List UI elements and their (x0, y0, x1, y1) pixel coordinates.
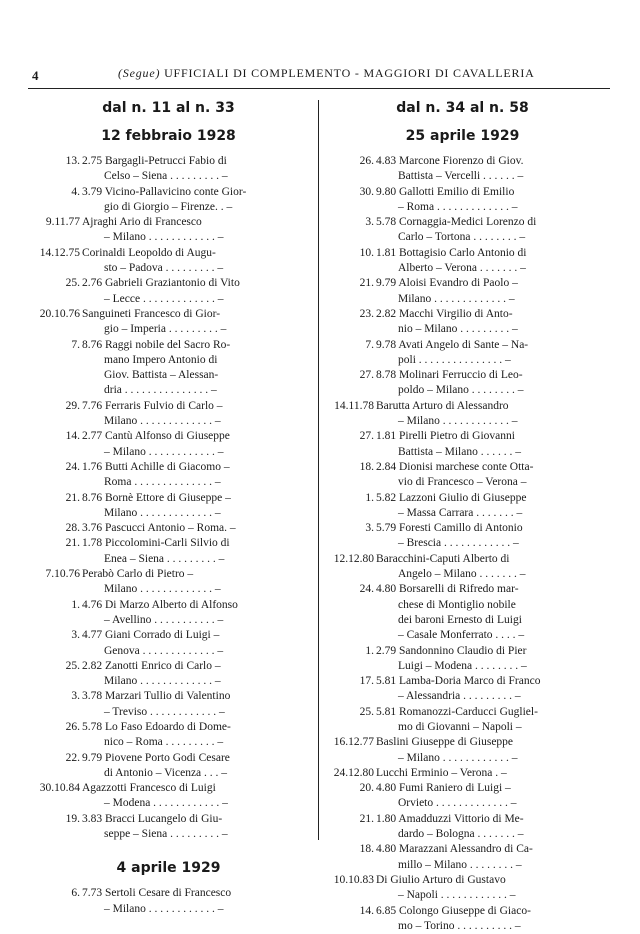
entry-body (82, 521, 301, 536)
entry-line: Battista – Vercelli . . . . . . – (398, 170, 524, 183)
officer-entry (36, 720, 301, 751)
officer-entry (330, 582, 595, 643)
entry-number: 1. (365, 491, 374, 504)
entry-number: 18. (359, 460, 374, 473)
header-title: UFFICIALI DI COMPLEMENTO - MAGGIORI DI CAVALLERIA (164, 66, 535, 80)
entry-line: 4.77 Giani Corrado di Luigi – (82, 629, 220, 642)
left-sections (36, 128, 301, 917)
entry-line: Angelo – Milano . . . . . . . – (398, 568, 526, 581)
officer-entry (330, 491, 595, 522)
officer-entry (36, 521, 301, 536)
entry-line: mano Impero Antonio di (104, 353, 218, 366)
entry-number: 21. (359, 812, 374, 825)
entry-number: 7.10.76 (45, 568, 80, 581)
entry-body (376, 491, 595, 522)
entry-line: 3.83 Bracci Lucangelo di Giu- (82, 812, 223, 825)
entry-line: 5.81 Lamba-Doria Marco di Franco (376, 675, 541, 688)
officer-entry (36, 276, 301, 307)
entry-line: 2.76 Gabrieli Graziantonio di Vito (82, 277, 240, 290)
entry-body (82, 246, 301, 277)
officer-entry (36, 307, 301, 338)
entry-line: 4.80 Borsarelli di Rifredo mar- (376, 583, 519, 596)
entry-line: 4.83 Marcone Fiorenzo di Giov. (376, 155, 524, 167)
officer-entry (330, 552, 595, 583)
entry-body (376, 582, 595, 643)
entry-line: 1.78 Piccolomini-Carli Silvio di (82, 537, 230, 550)
entry-number: 3. (71, 690, 80, 703)
entry-line: Baslini Giuseppe di Giuseppe (376, 736, 514, 749)
officer-entry (36, 812, 301, 843)
entry-number: 10.10.83 (333, 873, 374, 886)
entry-number: 21. (65, 491, 80, 504)
entry-line: 8.78 Molinari Ferruccio di Leo- (376, 369, 523, 382)
entry-line: 4.80 Fumi Raniero di Luigi – (376, 782, 511, 795)
entry-line: poldo – Milano . . . . . . . . – (398, 384, 524, 397)
entry-line: 1.81 Pirelli Pietro di Giovanni (376, 430, 515, 443)
entry-number: 22. (65, 751, 80, 764)
entry-body (82, 659, 301, 690)
entry-line: seppe – Siena . . . . . . . . . – (104, 828, 228, 841)
entry-line: nio – Milano . . . . . . . . . – (398, 323, 518, 336)
entry-line: 5.79 Foresti Camillo di Antonio (376, 522, 523, 535)
entry-line: poli . . . . . . . . . . . . . . . – (398, 353, 511, 366)
entry-number: 7. (71, 338, 80, 351)
entry-line: 9.80 Gallotti Emilio di Emilio (376, 185, 515, 198)
entry-line: Orvieto . . . . . . . . . . . . . – (398, 797, 517, 810)
entry-line: 1.76 Butti Achille di Giacomo – (82, 460, 230, 473)
entry-line: nico – Roma . . . . . . . . . – (104, 736, 224, 749)
officer-entry (36, 460, 301, 491)
entry-line: 4.76 Di Marzo Alberto di Alfonso (82, 598, 238, 611)
entry-number: 1. (365, 644, 374, 657)
entry-line: 2.82 Zanotti Enrico di Carlo – (82, 659, 221, 672)
entry-body (82, 689, 301, 720)
entry-line: 2.79 Sandonnino Claudio di Pier (376, 644, 527, 657)
entry-number: 25. (65, 659, 80, 672)
entry-line: 5.81 Romanozzi-Carducci Gugliel- (376, 705, 538, 718)
officer-entry (36, 429, 301, 460)
entry-line: Ajraghi Ario di Francesco (82, 216, 202, 229)
entry-line: Genova . . . . . . . . . . . . . – (104, 644, 224, 657)
entry-line: millo – Milano . . . . . . . . – (398, 858, 522, 871)
officer-entry (330, 521, 595, 552)
entry-body (376, 246, 595, 277)
entry-body (376, 781, 595, 812)
entry-body (376, 521, 595, 552)
officer-entry (330, 399, 595, 430)
entry-line: 3.79 Vicino-Pallavicino conte Gior- (82, 185, 247, 198)
entry-body (82, 399, 301, 430)
entry-line: Carlo – Tortona . . . . . . . . – (398, 231, 526, 244)
entry-body (376, 154, 595, 185)
officer-entry (330, 674, 595, 705)
entry-line: 8.76 Raggi nobile del Sacro Ro- (82, 338, 231, 351)
entry-line: Enea – Siena . . . . . . . . . – (104, 552, 225, 565)
left-range-title: dal n. 11 al n. 33 (102, 100, 235, 116)
entry-number: 10. (359, 246, 374, 259)
entry-line: dria . . . . . . . . . . . . . . . – (104, 384, 217, 397)
entry-body (376, 904, 595, 934)
entry-line: – Avellino . . . . . . . . . . . – (104, 613, 224, 626)
entry-body (82, 307, 301, 338)
officer-entry (330, 781, 595, 812)
entry-number: 26. (359, 155, 374, 167)
officer-entry (330, 735, 595, 766)
entry-number: 24. (65, 460, 80, 473)
entry-body (376, 429, 595, 460)
entry-line: – Alessandria . . . . . . . . . – (398, 690, 521, 703)
entry-number: 4. (71, 185, 80, 198)
entry-number: 24.12.80 (333, 766, 374, 779)
entry-line: Roma . . . . . . . . . . . . . . – (104, 476, 221, 489)
entry-number: 3. (365, 522, 374, 535)
entry-number: 27. (359, 430, 374, 443)
entry-line: 1.80 Amadduzzi Vittorio di Me- (376, 812, 524, 825)
right-sections (330, 128, 595, 934)
entry-number: 21. (65, 537, 80, 550)
entry-number: 30.10.84 (39, 782, 80, 795)
officer-entry (36, 886, 301, 917)
entry-line: – Lecce . . . . . . . . . . . . . – (104, 292, 224, 305)
section-spacer (36, 842, 301, 860)
officer-entry (330, 215, 595, 246)
entry-number: 7. (365, 338, 374, 351)
officer-entry (36, 491, 301, 522)
entry-number: 18. (359, 843, 374, 856)
entry-line: gio – Imperia . . . . . . . . . – (104, 323, 227, 336)
entry-body (376, 185, 595, 216)
entry-line: – Massa Carrara . . . . . . . – (398, 506, 523, 519)
right-column (330, 96, 595, 934)
entry-line: vio di Francesco – Verona – (398, 476, 527, 489)
entry-line: Di Giulio Arturo di Gustavo (376, 873, 506, 886)
entry-line: Milano . . . . . . . . . . . . . – (104, 583, 221, 596)
page-number: 4 (32, 68, 39, 83)
entry-line: 6.85 Colongo Giuseppe di Giaco- (376, 904, 531, 917)
entry-line: – Milano . . . . . . . . . . . . – (398, 415, 518, 428)
running-title (118, 66, 535, 81)
entry-number: 1. (71, 598, 80, 611)
officer-entry (36, 536, 301, 567)
officer-entry (330, 644, 595, 675)
entry-line: Alberto – Verona . . . . . . . – (398, 262, 526, 275)
entry-body (82, 460, 301, 491)
entry-line: Giov. Battista – Alessan- (104, 369, 219, 382)
entry-body (376, 812, 595, 843)
entry-line: Sanguineti Francesco di Gior- (82, 307, 221, 320)
entry-body (82, 628, 301, 659)
entry-body (82, 886, 301, 917)
entry-number: 16.12.77 (333, 736, 374, 749)
entry-line: 2.82 Macchi Virgilio di Anto- (376, 307, 513, 320)
entry-line: Battista – Milano . . . . . . – (398, 445, 521, 458)
officer-entry (36, 659, 301, 690)
entry-line: 2.77 Cantù Alfonso di Giuseppe (82, 430, 230, 443)
officer-entry (330, 338, 595, 369)
entry-number: 3. (71, 629, 80, 642)
entry-line: mo di Giovanni – Napoli – (398, 720, 522, 733)
entry-body (376, 276, 595, 307)
segue-label: (Segue) (118, 66, 161, 80)
entry-line: 4.80 Marazzani Alessandro di Ca- (376, 843, 533, 856)
entry-body (82, 491, 301, 522)
entry-line: 7.73 Sertoli Cesare di Francesco (82, 887, 232, 900)
entry-line: dardo – Bologna . . . . . . . – (398, 828, 524, 841)
entry-number: 13. (65, 155, 80, 167)
entry-line: Perabò Carlo di Pietro – (82, 568, 194, 581)
entry-number: 3. (365, 216, 374, 229)
entry-body (376, 307, 595, 338)
entry-number: 25. (359, 705, 374, 718)
entry-line: Luigi – Modena . . . . . . . . – (398, 659, 527, 672)
entry-line: mo – Torino . . . . . . . . . . – (398, 919, 521, 932)
entry-number: 14.11.78 (334, 399, 374, 412)
officer-entry (330, 429, 595, 460)
entry-number: 25. (65, 277, 80, 290)
entry-body (82, 429, 301, 460)
entry-body (82, 536, 301, 567)
entry-line: 3.78 Marzari Tullio di Valentino (82, 690, 231, 703)
officer-entry (330, 904, 595, 934)
entry-body (82, 154, 301, 185)
officer-entry (36, 689, 301, 720)
entry-line: – Modena . . . . . . . . . . . . – (104, 797, 228, 810)
entry-body (82, 185, 301, 216)
entry-line: 9.79 Aloisi Evandro di Paolo – (376, 277, 518, 290)
entry-number: 20. (359, 782, 374, 795)
entry-number: 26. (65, 720, 80, 733)
entry-number: 20.10.76 (39, 307, 80, 320)
entry-body (376, 644, 595, 675)
entry-line: Barutta Arturo di Alessandro (376, 399, 509, 412)
entry-line: Corinaldi Leopoldo di Augu- (82, 246, 216, 259)
entry-line: 3.76 Pascucci Antonio – Roma. – (82, 522, 236, 535)
entry-body (376, 338, 595, 369)
officer-entry (36, 246, 301, 277)
entry-body (376, 552, 595, 583)
entry-line: Milano . . . . . . . . . . . . . – (398, 292, 515, 305)
entry-body (376, 674, 595, 705)
running-header (28, 62, 610, 89)
entry-body (376, 368, 595, 399)
entry-line: Agazzotti Francesco di Luigi (82, 782, 216, 795)
entry-body (82, 338, 301, 399)
entry-line: 1.81 Bottagisio Carlo Antonio di (376, 246, 527, 259)
entry-line: – Treviso . . . . . . . . . . . . – (104, 705, 225, 718)
entry-line: 2.84 Dionisi marchese conte Otta- (376, 460, 534, 473)
entry-line: – Milano . . . . . . . . . . . . – (104, 231, 224, 244)
entry-line: – Milano . . . . . . . . . . . . – (104, 445, 224, 458)
entry-line: – Milano . . . . . . . . . . . . – (104, 902, 224, 915)
entry-number: 14. (65, 430, 80, 443)
officer-entry (330, 246, 595, 277)
entry-number: 9.11.77 (45, 216, 80, 229)
entry-line: Milano . . . . . . . . . . . . . – (104, 506, 221, 519)
section-date: 12 febbraio 1928 (101, 128, 236, 144)
officer-entry (330, 460, 595, 491)
officer-entry (36, 751, 301, 782)
entry-line: Milano . . . . . . . . . . . . . – (104, 415, 221, 428)
entry-line: dei baroni Ernesto di Luigi (398, 613, 522, 626)
entry-line: Baracchini-Caputi Alberto di (376, 552, 510, 565)
section-date: 4 aprile 1929 (116, 860, 221, 877)
section-date: 25 aprile 1929 (405, 128, 520, 144)
entry-body (376, 873, 595, 904)
entry-body (376, 766, 595, 781)
entry-body (376, 842, 595, 873)
entry-line: – Brescia . . . . . . . . . . . . – (398, 537, 519, 550)
entry-body (82, 812, 301, 843)
entry-body (82, 215, 301, 246)
entry-body (82, 276, 301, 307)
officer-entry (36, 628, 301, 659)
officer-entry (36, 338, 301, 399)
officer-entry (330, 185, 595, 216)
officer-entry (330, 154, 595, 185)
entry-line: 5.78 Lo Faso Edoardo di Dome- (82, 720, 231, 733)
entry-line: di Antonio – Vicenza . . . – (104, 766, 228, 779)
entry-number: 24. (359, 583, 374, 596)
entry-line: Lucchi Erminio – Verona . – (376, 766, 507, 779)
entry-number: 14. (359, 904, 374, 917)
entry-line: 5.78 Cornaggia-Medici Lorenzo di (376, 216, 537, 229)
officer-entry (36, 567, 301, 598)
officer-entry (330, 368, 595, 399)
entry-line: sto – Padova . . . . . . . . . – (104, 262, 224, 275)
officer-entry (330, 842, 595, 873)
entry-body (376, 460, 595, 491)
entry-number: 14.12.75 (39, 246, 80, 259)
entry-body (376, 705, 595, 736)
entry-line: – Casale Monferrato . . . . – (398, 629, 525, 642)
entry-line: gio di Giorgio – Firenze. . – (104, 200, 233, 213)
entry-number: 19. (65, 812, 80, 825)
entry-body (82, 751, 301, 782)
entry-line: – Milano . . . . . . . . . . . . – (398, 751, 518, 764)
entry-line: 9.78 Avati Angelo di Sante – Na- (376, 338, 529, 351)
entry-number: 30. (359, 185, 374, 198)
entry-line: – Napoli . . . . . . . . . . . . – (398, 889, 516, 902)
officer-entry (330, 812, 595, 843)
entry-number: 29. (65, 399, 80, 412)
entry-body (82, 598, 301, 629)
entry-body (376, 735, 595, 766)
officer-entry (330, 873, 595, 904)
entry-line: 5.82 Lazzoni Giulio di Giuseppe (376, 491, 527, 504)
entry-line: 2.75 Bargagli-Petrucci Fabio di (82, 155, 227, 167)
entry-line: – Roma . . . . . . . . . . . . . – (398, 200, 518, 213)
entry-number: 12.12.80 (333, 552, 374, 565)
entry-body (376, 215, 595, 246)
entry-line: chese di Montiglio nobile (398, 598, 516, 611)
entry-number: 27. (359, 369, 374, 382)
right-range-title: dal n. 34 al n. 58 (396, 100, 529, 116)
entry-number: 6. (71, 887, 80, 900)
officer-entry (330, 276, 595, 307)
entry-body (376, 399, 595, 430)
officer-entry (36, 781, 301, 812)
entry-number: 17. (359, 675, 374, 688)
entry-body (82, 781, 301, 812)
entry-line: Celso – Siena . . . . . . . . . – (104, 170, 228, 183)
entry-line: 9.79 Piovene Porto Godi Cesare (82, 751, 230, 764)
entry-line: 7.76 Ferraris Fulvio di Carlo – (82, 399, 223, 412)
officer-entry (36, 598, 301, 629)
entry-number: 21. (359, 277, 374, 290)
officer-entry (330, 705, 595, 736)
entry-line: 8.76 Bornè Ettore di Giuseppe – (82, 491, 231, 504)
officer-entry (36, 215, 301, 246)
column-divider (318, 100, 319, 840)
left-column (36, 96, 301, 917)
entry-body (82, 720, 301, 751)
officer-entry (330, 766, 595, 781)
officer-entry (36, 154, 301, 185)
officer-entry (36, 399, 301, 430)
officer-entry (36, 185, 301, 216)
entry-number: 28. (65, 522, 80, 535)
officer-entry (330, 307, 595, 338)
entry-number: 23. (359, 307, 374, 320)
entry-body (82, 567, 301, 598)
entry-line: Milano . . . . . . . . . . . . . – (104, 675, 221, 688)
